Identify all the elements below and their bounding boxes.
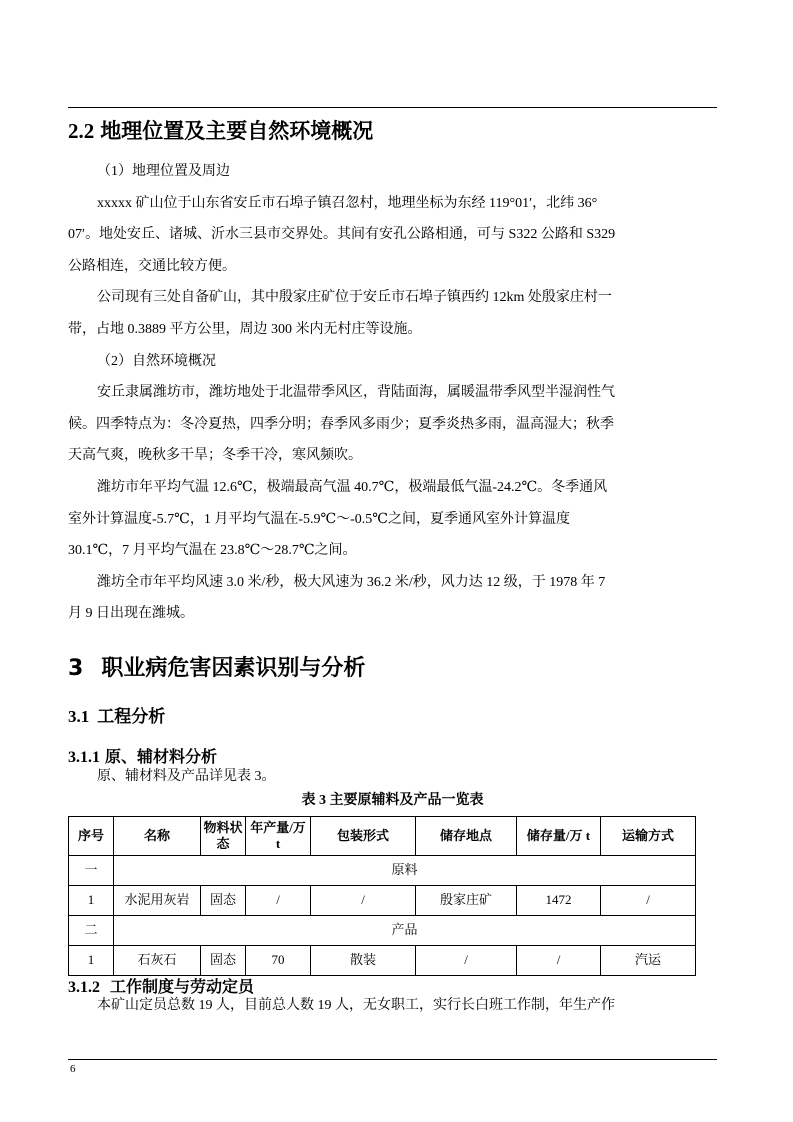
- paragraph-line: 公司现有三处自备矿山，其中殷家庄矿位于安丘市石埠子镇西约 12km 处殷家庄村一: [97, 290, 612, 306]
- table-category-cell: 产品: [114, 916, 696, 946]
- paragraph-line: 候。四季特点为：冬冷夏热，四季分明；春季风多雨少；夏季炎热多雨，温高湿大；秋季: [68, 416, 614, 432]
- page-header-rule: [68, 107, 717, 108]
- table-header-cell: 运输方式: [601, 817, 696, 856]
- table-cell: 一: [69, 856, 114, 886]
- paragraph-line: 公路相连，交通比较方便。: [68, 258, 236, 274]
- section-heading-3: [68, 657, 365, 681]
- table-cell: 固态: [201, 946, 246, 976]
- table-row: [69, 856, 696, 886]
- table-cell: /: [416, 946, 517, 976]
- page-number: 6: [70, 1063, 76, 1075]
- section-heading-3-1-1: [68, 748, 217, 767]
- body-paragraphs: [68, 156, 728, 630]
- table-header-cell: 储存地点: [416, 817, 517, 856]
- table-cell: /: [601, 886, 696, 916]
- paragraph-line: 月 9 日出现在潍城。: [68, 606, 194, 622]
- section-number: 3.1.2: [68, 979, 100, 996]
- table-header-cell: 储存量/万 t: [517, 817, 601, 856]
- paragraph-line: 潍坊市年平均气温 12.6℃，极端最高气温 40.7℃，极端最低气温-24.2℃。冬季通风: [97, 479, 608, 495]
- section-title: 工作制度与劳动定员: [110, 977, 255, 996]
- paragraph-line: 07′。地处安丘、诸城、沂水三县市交界处。其间有安孔公路相通，可与 S322 公路和 S329: [68, 227, 616, 243]
- section-heading-2-2: [68, 119, 373, 143]
- paragraph-line: （1）地理位置及周边: [97, 164, 230, 179]
- table-cell: /: [517, 946, 601, 976]
- paragraph-line: 带，占地 0.3889 平方公里，周边 300 米内无村庄等设施。: [68, 321, 422, 337]
- section-heading-3-1: [68, 708, 165, 727]
- table-cell: 汽运: [601, 946, 696, 976]
- paragraph-line: 安丘隶属潍坊市，潍坊地处于北温带季风区，背陆面海，属暖温带季风型半湿润性气: [97, 385, 615, 401]
- table-header-cell: 物料状态: [201, 817, 246, 856]
- table-cell: 二: [69, 916, 114, 946]
- table-category-cell: 原料: [114, 856, 696, 886]
- table-cell: 水泥用灰岩: [114, 886, 201, 916]
- table-cell: 70: [246, 946, 311, 976]
- section-heading-3-1-2: [68, 978, 254, 997]
- table-header-cell: 名称: [114, 817, 201, 856]
- table-cell: 固态: [201, 886, 246, 916]
- table-header-cell: 包装形式: [311, 817, 416, 856]
- section-number: 3.1.1: [68, 749, 100, 766]
- table-row: [69, 916, 696, 946]
- section-number: 3.1: [68, 707, 90, 726]
- table-cell: 1472: [517, 886, 601, 916]
- table-header-cell: 年产量/万 t: [246, 817, 311, 856]
- table-cell: /: [246, 886, 311, 916]
- table-intro-line: 原、辅材料及产品详见表 3。: [97, 769, 276, 784]
- section-title: 职业病危害因素识别与分析: [101, 656, 366, 681]
- section-title: 工程分析: [97, 707, 166, 727]
- paragraph-line: xxxxx 矿山位于山东省安丘市石埠子镇召忽村，地理坐标为东经 119°01′，北纬 36°: [97, 195, 598, 211]
- table-cell: 殷家庄矿: [416, 886, 517, 916]
- table-cell: 1: [69, 886, 114, 916]
- table-header-row: [69, 817, 696, 856]
- paragraph-line: 潍坊全市年平均风速 3.0 米/秒，极大风速为 36.2 米/秒，风力达 12 级，于 1978 年 7: [97, 574, 606, 590]
- closing-paragraph-line: 本矿山定员总数 19 人，目前总人数 19 人，无女职工，实行长白班工作制，年生产作: [97, 998, 615, 1013]
- paragraph-line: （2）自然环境概况: [97, 353, 216, 369]
- page-footer-rule: [68, 1059, 717, 1060]
- table-row: [69, 946, 696, 976]
- section-title: 地理位置及主要自然环境概况: [100, 119, 374, 143]
- table-cell: 1: [69, 946, 114, 976]
- paragraph-line: 室外计算温度-5.7℃，1 月平均气温在-5.9℃～-0.5℃之间，夏季通风室外计算温度: [68, 511, 570, 527]
- section-title: 原、辅材料分析: [105, 747, 218, 766]
- paragraph-line: 天高气爽，晚秋多干旱；冬季干冷，寒风频吹。: [68, 448, 362, 464]
- table-caption: 表 3 主要原辅料及产品一览表: [301, 793, 484, 808]
- section-number: 2.2: [68, 119, 95, 143]
- table-cell: 石灰石: [114, 946, 201, 976]
- table-row: [69, 886, 696, 916]
- section-number: 3: [68, 656, 84, 681]
- table-header-cell: 序号: [69, 817, 114, 856]
- paragraph-line: 30.1℃，7 月平均气温在 23.8℃～28.7℃之间。: [68, 543, 357, 559]
- materials-products-table: [68, 816, 696, 976]
- table-cell: /: [311, 886, 416, 916]
- table-cell: 散装: [311, 946, 416, 976]
